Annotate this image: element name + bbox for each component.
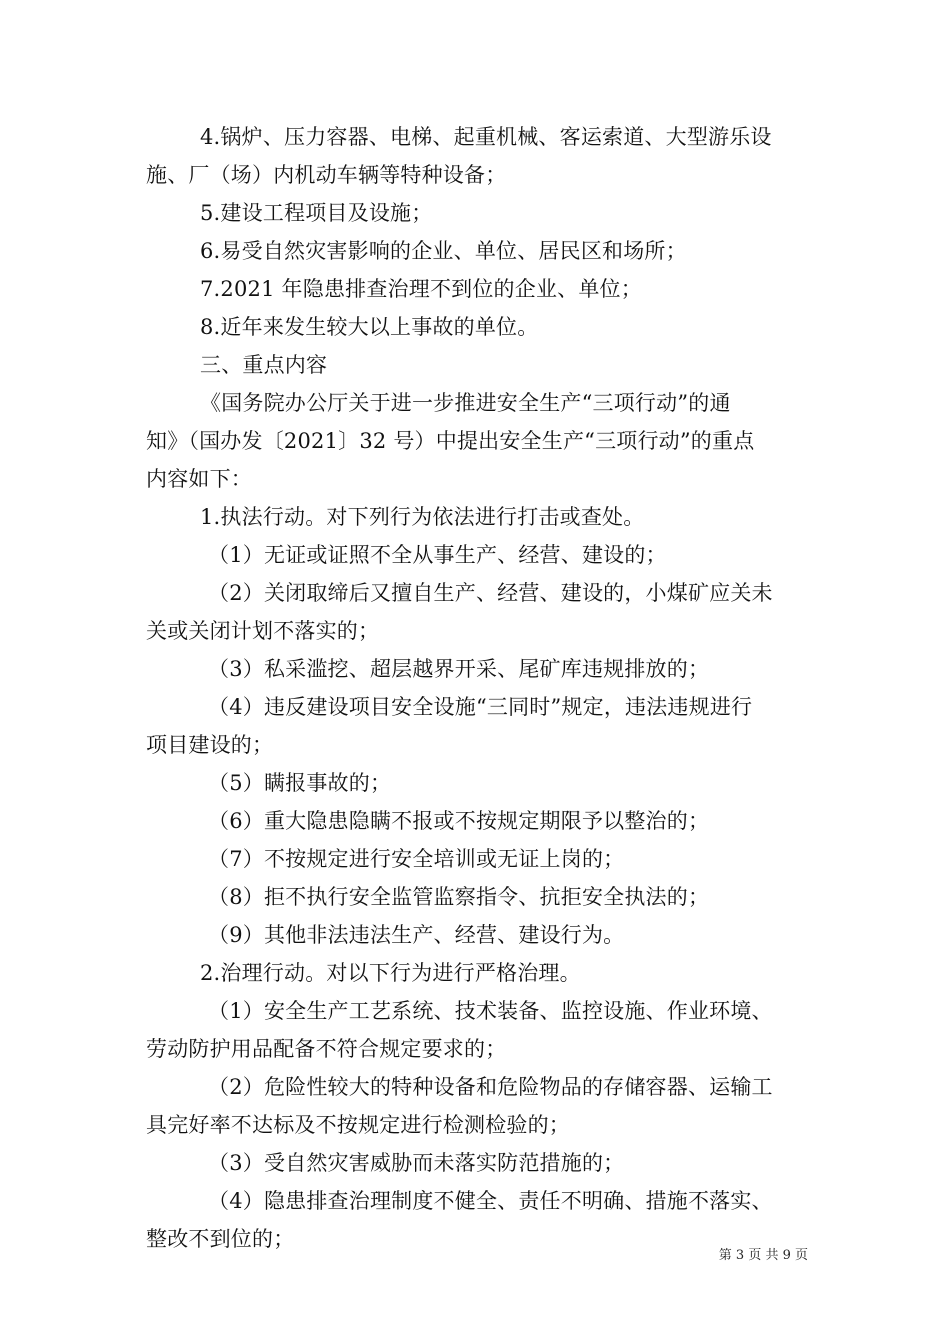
list-item: （3）私采滥挖、超层越界开采、尾矿库违规排放的； — [208, 657, 710, 681]
text-line: 内容如下： — [146, 467, 252, 491]
list-item: （4）违反建设项目安全设施“三同时”规定，违法违规进行 — [208, 695, 753, 719]
section-heading: 三、重点内容 — [200, 353, 328, 377]
text-line: 4.锅炉、压力容器、电梯、起重机械、客运索道、大型游乐设 — [200, 125, 772, 149]
list-item: （6）重大隐患隐瞒不报或不按规定期限予以整治的； — [208, 809, 710, 833]
list-item: （8）拒不执行安全监管监察指令、抗拒安全执法的； — [208, 885, 710, 909]
list-item: （7）不按规定进行安全培训或无证上岗的； — [208, 847, 625, 871]
list-item: （4）隐患排查治理制度不健全、责任不明确、措施不落实、 — [208, 1189, 773, 1213]
text-line: 具完好率不达标及不按规定进行检测检验的； — [146, 1113, 570, 1137]
text-line: 5.建设工程项目及设施； — [200, 201, 433, 225]
list-item: （1）安全生产工艺系统、技术装备、监控设施、作业环境、 — [208, 999, 773, 1023]
list-item: （3）受自然灾害威胁而未落实防范措施的； — [208, 1151, 625, 1175]
text-line: 知》（国办发〔2021〕32 号）中提出安全生产“三项行动”的重点 — [146, 429, 755, 453]
text-line: 7.2021 年隐患排查治理不到位的企业、单位； — [200, 277, 642, 301]
text-line: 2.治理行动。对以下行为进行严格治理。 — [200, 961, 581, 985]
list-item: （1）无证或证照不全从事生产、经营、建设的； — [208, 543, 667, 567]
list-item: （2）危险性较大的特种设备和危险物品的存储容器、运输工 — [208, 1075, 773, 1099]
list-item: （5）瞒报事故的； — [208, 771, 392, 795]
text-line: 关或关闭计划不落实的； — [146, 619, 380, 643]
text-line: 《国务院办公厅关于进一步推进安全生产“三项行动”的通 — [200, 391, 731, 415]
list-item: （2）关闭取缔后又擅自生产、经营、建设的，小煤矿应关未 — [208, 581, 773, 605]
text-line: 1.执法行动。对下列行为依法进行打击或查处。 — [200, 505, 645, 529]
document-body — [146, 118, 810, 1258]
text-line: 劳动防护用品配备不符合规定要求的； — [146, 1037, 507, 1061]
page-number: 第 3 页 共 9 页 — [718, 1248, 808, 1263]
text-line: 整改不到位的； — [146, 1227, 295, 1251]
text-line: 项目建设的； — [146, 733, 274, 757]
text-line: 施、厂（场）内机动车辆等特种设备； — [146, 163, 507, 187]
text-line: 8.近年来发生较大以上事故的单位。 — [200, 315, 539, 339]
text-line: 6.易受自然灾害影响的企业、单位、居民区和场所； — [200, 239, 687, 263]
list-item: （9）其他非法违法生产、经营、建设行为。 — [208, 923, 625, 947]
